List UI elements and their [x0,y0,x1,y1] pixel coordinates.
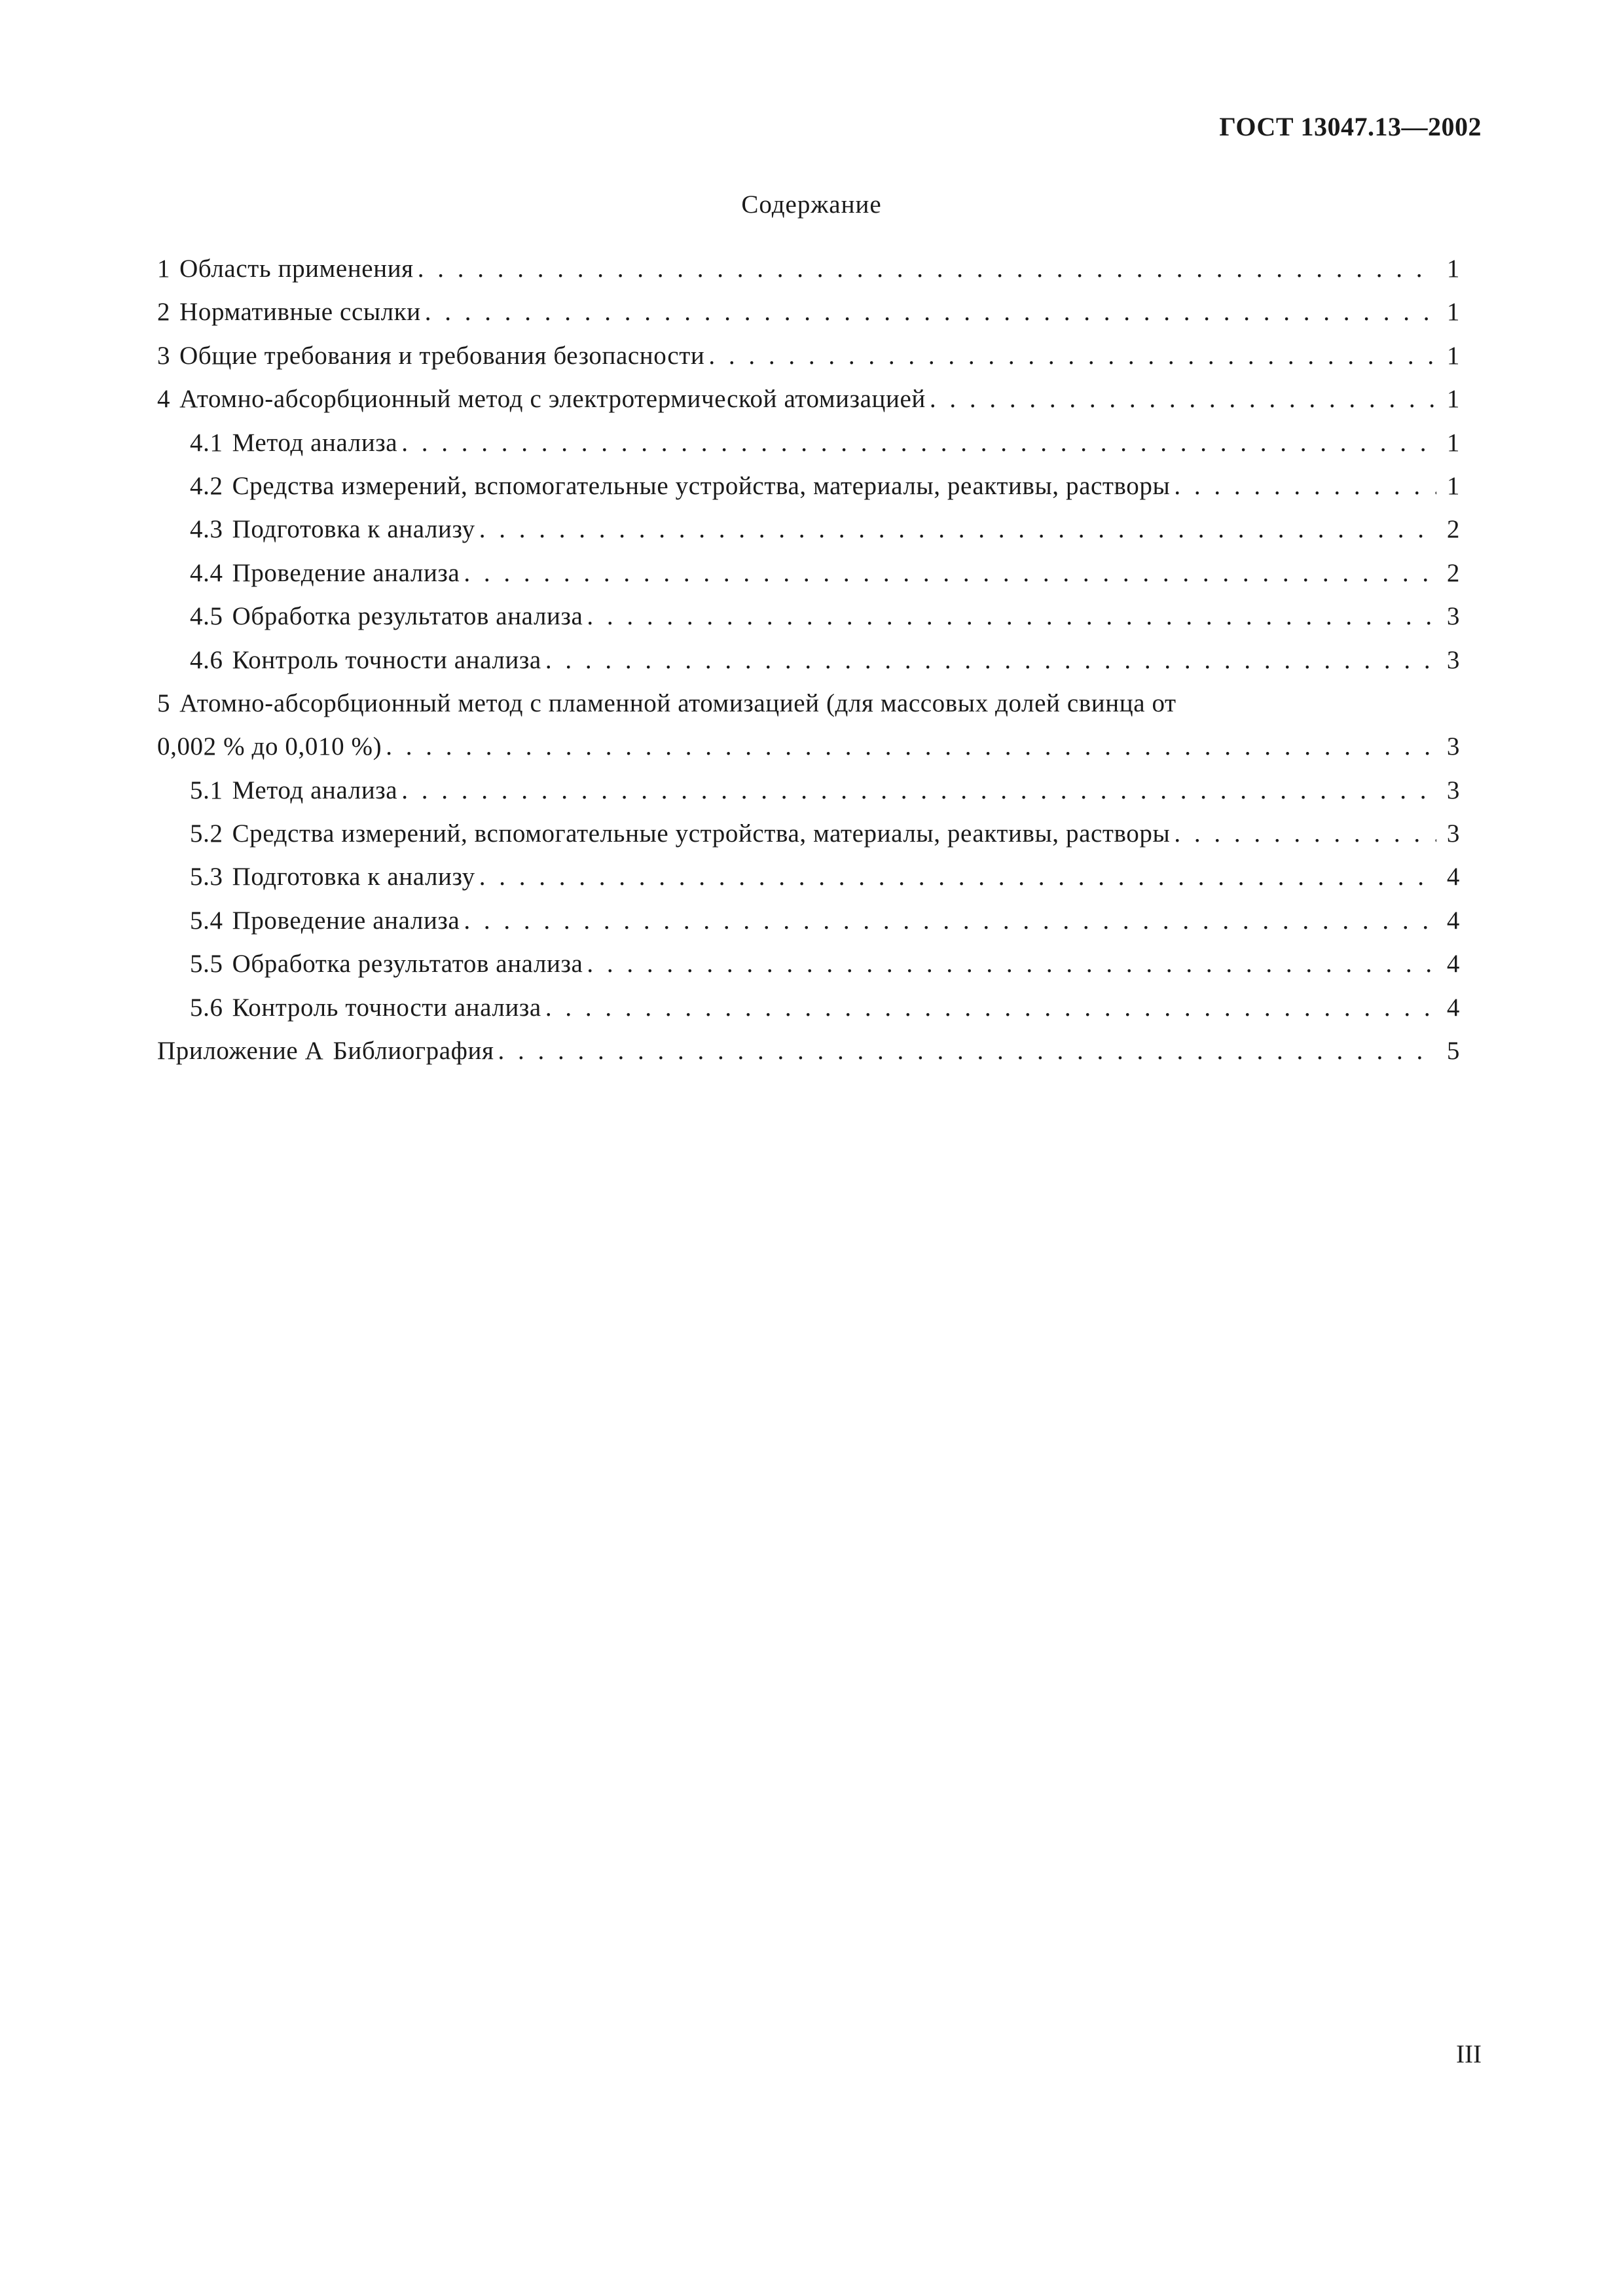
toc-entry-number: 4.3 [190,515,223,544]
toc-entry-number: 4.4 [190,558,223,587]
dot-leader [708,341,1436,370]
toc-entry-title: Область применения [179,255,414,283]
toc-entry-number: 5.3 [190,863,223,891]
toc-entry-page: 4 [1446,906,1460,935]
toc-entry-page: 4 [1446,993,1460,1022]
toc-entry[interactable] [157,862,1460,905]
toc-entry[interactable] [157,949,1460,992]
toc-entry-title: Нормативные ссылки [179,298,421,327]
toc-entry-page: 1 [1446,341,1460,370]
toc-entry-title: Обработка результатов анализа [232,950,583,978]
toc-entry[interactable] [157,776,1460,819]
dot-leader [545,993,1436,1022]
toc-entry-number: 2 [157,298,171,327]
toc-entry[interactable] [157,297,1460,340]
toc-entry-title: Средства измерений, вспомогательные устройства, материалы, реактивы, растворы [232,471,1171,500]
toc-entry[interactable] [157,645,1460,689]
toc-entry[interactable] [157,471,1460,514]
toc-entry-title: Подготовка к анализу [232,515,475,544]
toc-entry-title: Атомно-абсорбционный метод с пламенной атомизацией (для массовых долей свинца от [179,689,1176,717]
toc-entry-number: 5.1 [190,776,223,804]
toc-entry-title: Контроль точности анализа [232,645,541,674]
dot-leader [545,645,1436,675]
dot-leader [587,601,1436,631]
dot-leader [1174,471,1436,501]
toc-entry-number: 5.4 [190,906,223,935]
toc-entry-page: 4 [1446,950,1460,978]
toc-entry-number: 4.6 [190,645,223,674]
toc-entry-number: Приложение А [157,1037,324,1066]
toc-entry[interactable] [157,514,1460,558]
toc-entry-title: Подготовка к анализу [232,863,475,891]
toc-entry-page: 3 [1446,819,1460,848]
dot-leader [386,732,1436,761]
toc-entry-page: 1 [1446,298,1460,327]
toc-entry-number: 4.2 [190,471,223,500]
toc-entry-number: 5 [157,689,171,717]
toc-entry-title: Контроль точности анализа [232,993,541,1022]
dot-leader [464,906,1436,935]
dot-leader [464,558,1436,588]
toc-entry-number: 4 [157,385,171,414]
toc-entry-number: 4.1 [190,428,223,457]
toc-entry-title: Проведение анализа [232,906,460,935]
toc-entry-page: 3 [1446,776,1460,804]
toc-entry-title: Атомно-абсорбционный метод с электротермической атомизацией [179,385,926,414]
toc-entry-title: Обработка результатов анализа [232,602,583,631]
toc-entry-page: 1 [1446,428,1460,457]
toc-entry-page: 1 [1446,471,1460,500]
toc-entry[interactable] [157,689,1460,732]
dot-leader [425,297,1436,327]
toc-entry[interactable] [157,601,1460,645]
toc-entry[interactable] [157,558,1460,601]
dot-leader [479,862,1436,891]
toc-entry-title-continued: 0,002 % до 0,010 %) [157,732,382,761]
toc-entry-continuation[interactable] [157,732,1460,775]
toc-entry[interactable] [157,906,1460,949]
toc-entry-page: 3 [1446,732,1460,761]
page-folio: III [1456,2040,1482,2068]
toc-entry-page: 5 [1446,1037,1460,1066]
dot-leader [479,514,1436,544]
toc-entry-page: 4 [1446,863,1460,891]
toc-entry[interactable] [157,428,1460,471]
toc-entry[interactable] [157,993,1460,1036]
dot-leader [498,1036,1437,1066]
toc-entry[interactable] [157,384,1460,427]
toc-entry-title: Библиография [333,1037,494,1066]
toc-entry-number: 5.2 [190,819,223,848]
dot-leader [418,254,1436,283]
toc-entry-number: 3 [157,341,171,370]
toc-entry-title: Средства измерений, вспомогательные устройства, материалы, реактивы, растворы [232,819,1171,848]
toc-entry-page: 1 [1446,255,1460,283]
toc-entry-title: Метод анализа [232,428,398,457]
dot-leader [1174,819,1436,848]
toc-entry-title: Метод анализа [232,776,398,804]
dot-leader [930,384,1436,414]
dot-leader [401,428,1436,457]
toc-entry-title: Проведение анализа [232,558,460,587]
toc-entry[interactable] [157,341,1460,384]
toc-entry-number: 5.5 [190,950,223,978]
toc-entry-title: Общие требования и требования безопасности [179,341,705,370]
document-code: ГОСТ 13047.13—2002 [1219,112,1482,141]
toc-entry-number: 1 [157,255,171,283]
toc-entry-appendix[interactable] [157,1036,1460,1079]
toc-entry-page: 3 [1446,645,1460,674]
dot-leader [587,949,1436,978]
toc-entry-page: 1 [1446,385,1460,414]
toc-entry-number: 5.6 [190,993,223,1022]
dot-leader [401,776,1436,805]
toc-entry-page: 2 [1446,558,1460,587]
toc-entry-number: 4.5 [190,602,223,631]
toc-entry[interactable] [157,819,1460,862]
toc-entry-page: 3 [1446,602,1460,631]
table-of-contents [157,254,1460,1079]
toc-entry-page: 2 [1446,515,1460,544]
toc-entry[interactable] [157,254,1460,297]
toc-title: Содержание [741,190,882,219]
